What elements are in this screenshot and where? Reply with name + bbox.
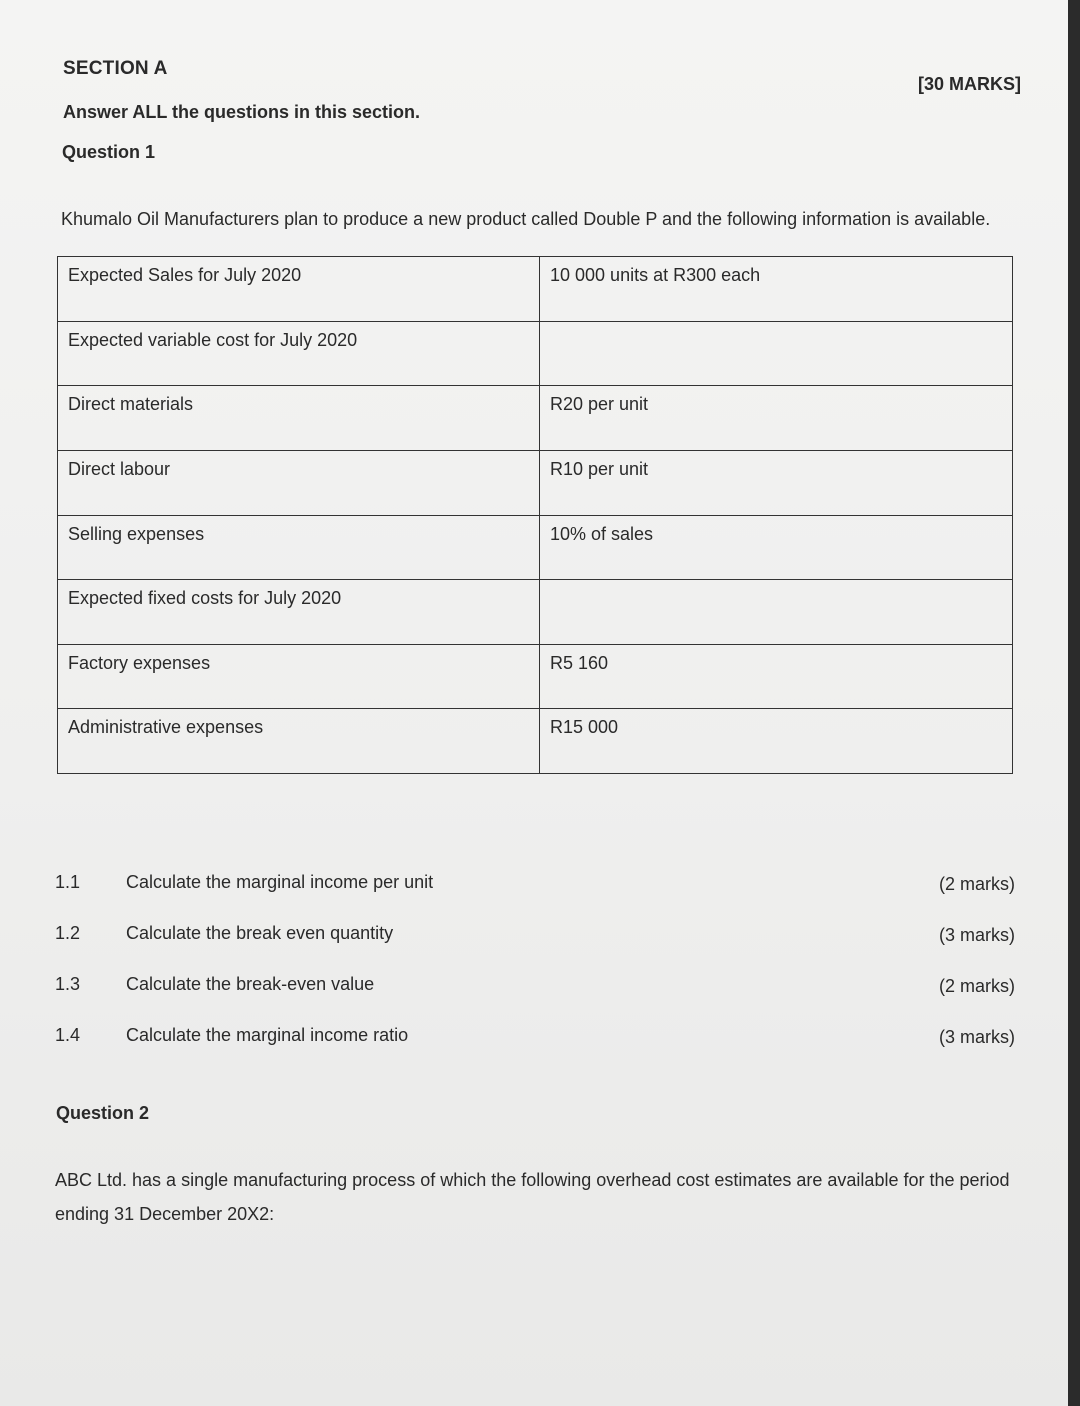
section-instruction: Answer ALL the questions in this section. — [63, 102, 421, 122]
table-row — [58, 321, 1013, 386]
subquestion-number: 1.1 — [55, 872, 81, 892]
table-row — [58, 450, 1013, 515]
subquestion-marks: (2 marks) — [939, 874, 1015, 894]
table-cell-label: Expected fixed costs for July 2020 — [58, 580, 540, 645]
subquestion-number: 1.3 — [55, 974, 81, 994]
subquestion-marks: (2 marks) — [939, 976, 1015, 996]
table-cell-value: 10% of sales — [540, 515, 1013, 580]
question-1-title: Question 1 — [62, 142, 156, 162]
section-title: SECTION A — [63, 58, 168, 79]
table-row — [58, 709, 1013, 774]
table-row — [58, 580, 1013, 645]
subquestion-text: Calculate the marginal income ratio — [126, 1025, 409, 1045]
subquestion-item — [55, 974, 1015, 1025]
table-row — [58, 386, 1013, 451]
table-cell-label: Direct labour — [58, 450, 540, 515]
table-cell-value: R20 per unit — [540, 386, 1013, 451]
subquestion-number: 1.2 — [55, 923, 81, 943]
table-cell-label: Administrative expenses — [58, 709, 540, 774]
table-cell-label: Factory expenses — [58, 644, 540, 709]
subquestion-text: Calculate the break even quantity — [126, 923, 394, 943]
subquestion-item — [55, 923, 1015, 974]
table-row — [58, 257, 1013, 322]
subquestion-text: Calculate the marginal income per unit — [126, 872, 434, 892]
section-total-marks: [30 MARKS] — [918, 74, 1022, 94]
table-cell-value: R5 160 — [540, 644, 1013, 709]
table-cell-value: R10 per unit — [540, 450, 1013, 515]
table-cell-value: R15 000 — [540, 709, 1013, 774]
table-cell-value: 10 000 units at R300 each — [540, 257, 1013, 322]
table-cell-label: Expected variable cost for July 2020 — [58, 321, 540, 386]
table-cell-value — [540, 321, 1013, 386]
page-edge-shadow — [1068, 0, 1080, 1406]
subquestion-marks: (3 marks) — [939, 1027, 1015, 1047]
table-cell-label: Selling expenses — [58, 515, 540, 580]
table-row — [58, 515, 1013, 580]
table-cell-value — [540, 580, 1013, 645]
cost-information-table — [57, 256, 1013, 774]
subquestion-item — [55, 872, 1015, 923]
subquestion-marks: (3 marks) — [939, 925, 1015, 945]
table-cell-label: Direct materials — [58, 386, 540, 451]
subquestion-item — [55, 1025, 1015, 1076]
question-2-text: ABC Ltd. has a single manufacturing process of which the following overhead cost estimates are available for the period ending 31 December 20X2: — [55, 1170, 1010, 1224]
table-cell-label: Expected Sales for July 2020 — [58, 257, 540, 322]
question-1-intro: Khumalo Oil Manufacturers plan to produce a new product called Double P and the following information is available. — [61, 209, 991, 229]
subquestion-list — [55, 872, 1015, 1076]
table-row — [58, 644, 1013, 709]
question-2-title: Question 2 — [56, 1103, 150, 1123]
subquestion-text: Calculate the break-even value — [126, 974, 375, 994]
subquestion-number: 1.4 — [55, 1025, 81, 1045]
